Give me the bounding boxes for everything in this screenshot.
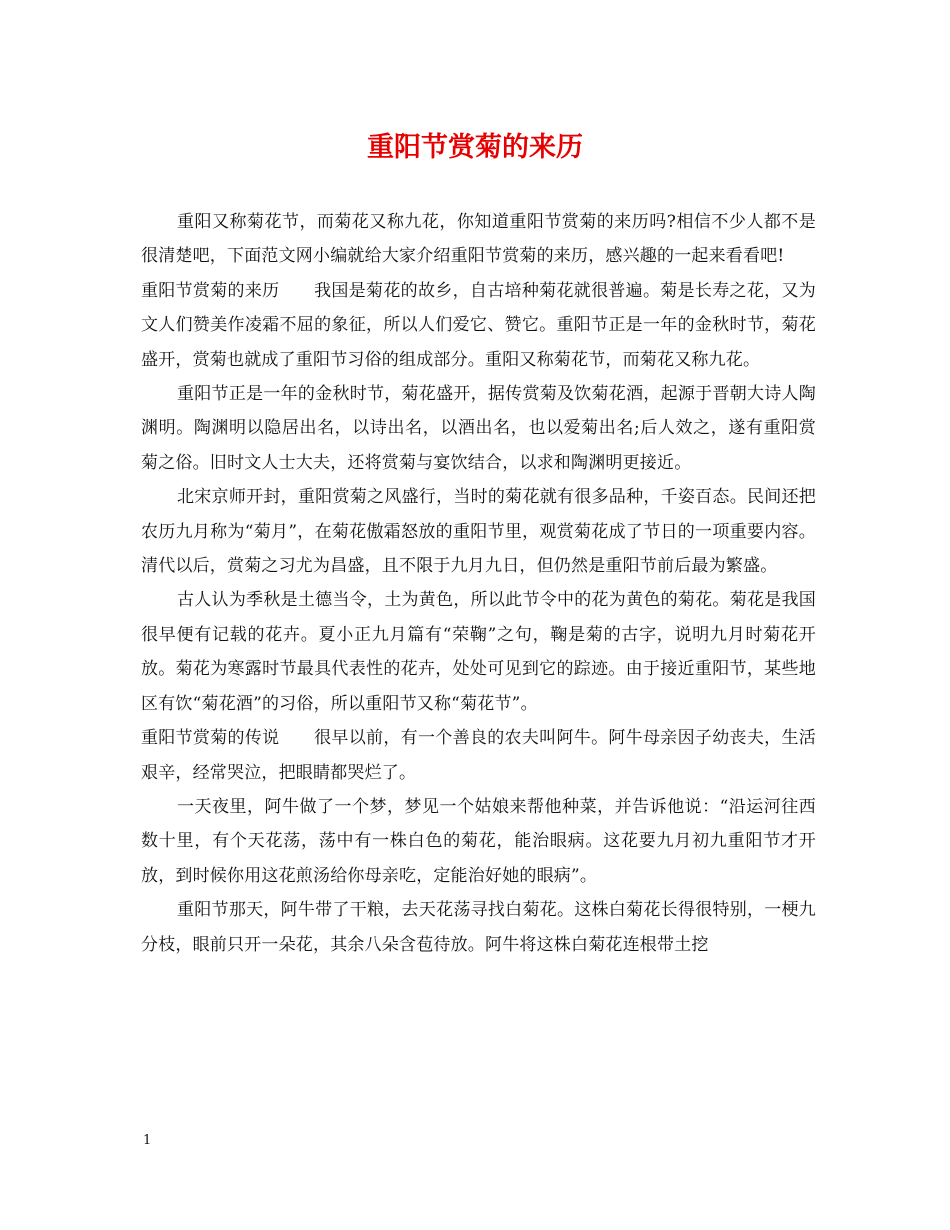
paragraph-tao-yuanming: 重阳节正是一年的金秋时节，菊花盛开，据传赏菊及饮菊花酒，起源于晋朝大诗人陶渊明。陶渊明以隐居出名，以诗出名，以酒出名，也以爱菊出名;后人效之，遂有重阳赏菊之俗。旧时文人士大夫，还将赏菊与宴饮结合，以求和陶渊明更接近。 bbox=[141, 384, 816, 473]
paragraph-origin: 重阳节赏菊的来历 我国是菊花的故乡，自古培种菊花就很普遍。菊是长寿之花，又为文人们赞美作凌霜不屈的象征，所以人们爱它、赞它。重阳节正是一年的金秋时节，菊花盛开，赏菊也就成了重阳节习俗的组成部分。重阳又称菊花节，而菊花又称九花。 bbox=[141, 280, 816, 370]
paragraph-search: 重阳节那天，阿牛带了干粮，去天花荡寻找白菊花。这株白菊花长得很特别，一梗九分枝，眼前只开一朵花，其余八朵含苞待放。阿牛将这株白菊花连根带土挖 bbox=[141, 900, 816, 955]
paragraph-legend: 重阳节赏菊的传说 很早以前，有一个善良的农夫叫阿牛。阿牛母亲因子幼丧夫，生活艰辛，经常哭泣，把眼睛都哭烂了。 bbox=[141, 728, 816, 783]
paragraph-northern-song: 北宋京师开封，重阳赏菊之风盛行，当时的菊花就有很多品种，千姿百态。民间还把农历九月称为“菊月”，在菊花傲霜怒放的重阳节里，观赏菊花成了节日的一项重要内容。清代以后，赏菊之习尤为昌盛，且不限于九月九日，但仍然是重阳节前后最为繁盛。 bbox=[141, 487, 816, 577]
document-body bbox=[141, 205, 816, 962]
paragraph-dream: 一天夜里，阿牛做了一个梦，梦见一个姑娘来帮他种菜，并告诉他说：“沿运河往西数十里，有个天花荡，荡中有一株白色的菊花，能治眼病。这花要九月初九重阳节才开放，到时候你用这花煎汤给你母亲吃，定能治好她的眼病”。 bbox=[141, 796, 816, 886]
paragraph-intro: 重阳又称菊花节，而菊花又称九花，你知道重阳节赏菊的来历吗?相信不少人都不是很清楚吧，下面范文网小编就给大家介绍重阳节赏菊的来历，感兴趣的一起来看看吧! bbox=[141, 212, 816, 267]
document-title: 重阳节赏菊的来历 bbox=[367, 132, 583, 163]
paragraph-yellow-chrysanthemum: 古人认为季秋是土德当令，土为黄色，所以此节令中的花为黄色的菊花。菊花是我国很早便有记载的花卉。夏小正九月篇有“荣鞠”之句，鞠是菊的古字，说明九月时菊花开放。菊花为寒露时节最具代表性的花卉，处处可见到它的踪迹。由于接近重阳节，某些地区有饮“菊花酒”的习俗，所以重阳节又称“菊花节”。 bbox=[141, 590, 816, 714]
page-number: 1 bbox=[143, 1133, 152, 1148]
